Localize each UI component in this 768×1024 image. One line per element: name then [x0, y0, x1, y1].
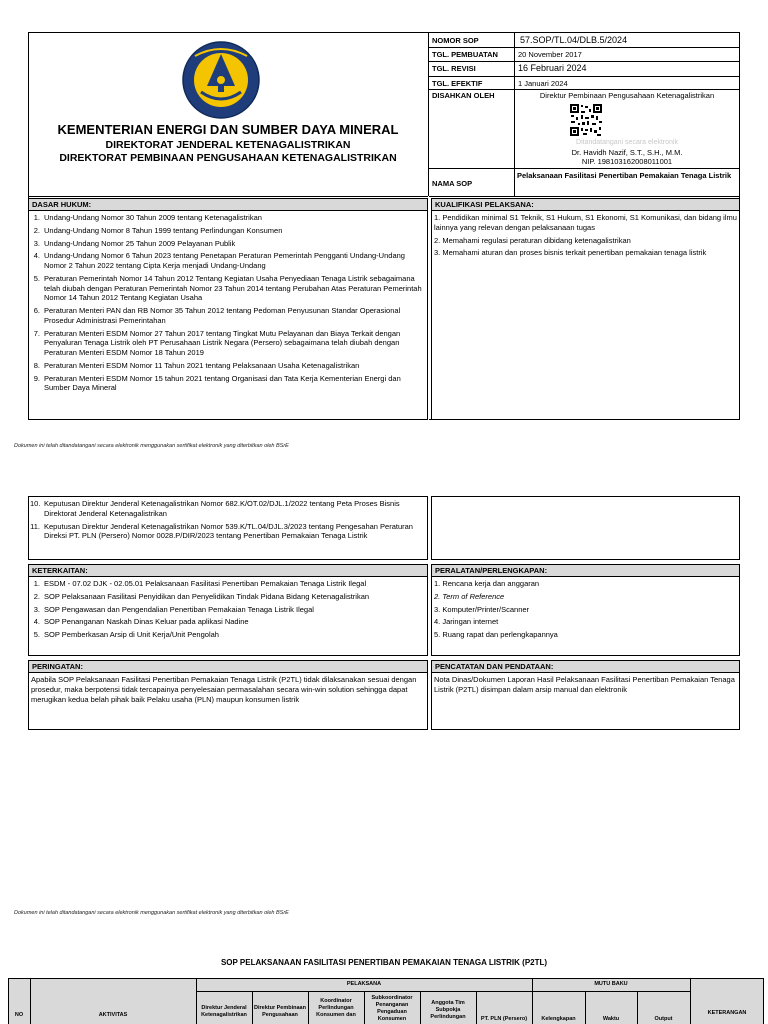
esign-footer-note-2: Dokumen ini telah ditandatangani secara elektronik menggunakan sertifikat elektronik yang diterbitkan oleh BSrE — [14, 910, 289, 916]
item-number: 7. — [33, 328, 40, 338]
col-direktur-jenderal: Direktur Jenderal Ketenagalistrikan — [201, 1005, 247, 1018]
list-item — [30, 374, 422, 394]
item-number: 8. — [33, 360, 40, 370]
item-number: 10. — [30, 499, 41, 508]
tgl-revisi-value: 16 Februari 2024 — [518, 63, 587, 73]
col-mutu-baku: MUTU BAKU — [594, 981, 628, 987]
flow-col — [420, 991, 421, 1024]
keterkaitan-list — [30, 579, 426, 643]
kualifikasi-header: KUALIFIKASI PELAKSANA: — [431, 198, 740, 211]
tgl-efektif-value: 1 Januari 2024 — [518, 79, 568, 88]
item-text: Peraturan Menteri ESDM Nomor 15 tahun 2021 tentang Organisasi dan Tata Kerja Kementerian Energi dan Sumber Daya Mineral — [44, 373, 401, 393]
tgl-pembuatan-value: 20 November 2017 — [518, 50, 582, 59]
flow-col — [252, 991, 253, 1024]
list-item — [30, 592, 426, 602]
info-row-line — [428, 47, 740, 48]
item-text: Undang-Undang Nomor 30 Tahun 2009 tentang Ketenagalistrikan — [44, 213, 262, 222]
item-text: SOP Penanganan Naskah Dinas Keluar pada aplikasi Nadine — [44, 617, 249, 627]
col-pln: PT. PLN (Persero) — [480, 1016, 528, 1022]
nomor-sop-label: NOMOR SOP — [432, 36, 479, 45]
list-item — [30, 226, 422, 236]
info-row-line — [428, 89, 740, 90]
item-number: 4. — [33, 251, 40, 261]
page2-right-top-box — [431, 496, 740, 560]
keterkaitan-header: KETERKAITAN: — [28, 564, 428, 577]
item-text: SOP Pemberkasan Arsip di Unit Kerja/Unit Pengolah — [44, 630, 219, 639]
list-item — [30, 605, 426, 615]
info-row-line — [428, 168, 740, 169]
flow-table-title: SOP PELAKSANAAN FASILITASI PENERTIBAN PEMAKAIAN TENAGA LISTRIK (P2TL) — [220, 958, 548, 967]
col-anggota-tim: Anggota Tim Subpokja Perlindungan — [430, 1000, 466, 1020]
item-text: Peraturan Menteri ESDM Nomor 27 Tahun 2017 tentang Tingkat Mutu Pelayanan dan Biaya Terkait dengan Penyaluran Tenaga Listrik oleh PT Perusahaan Listrik Negara (Persero) sebagaimana telah diubah dengan Peraturan Menteri ESDM Nomor 18 Tahun 2019 — [44, 328, 401, 357]
item-text: Undang-Undang Nomor 25 Tahun 2009 Pelayanan Publik — [44, 238, 236, 248]
list-item: 1. Pendidikan minimal S1 Teknik, S1 Hukum, S1 Ekonomi, S1 Komunikasi, dan bidang ilmu lainnya yang relevan dengan pelaksanaan tugas — [434, 213, 737, 232]
list-item: 3. Komputer/Printer/Scanner — [434, 604, 530, 614]
item-text: Peraturan Menteri PAN dan RB Nomor 35 Tahun 2012 tentang Pedoman Penyusunan Standar Operasional Prosedur Administrasi Pemerintahan — [44, 306, 401, 325]
list-item: 4. Jaringan internet — [434, 617, 499, 627]
item-number: 5. — [33, 273, 40, 283]
col-output: Output — [654, 1016, 673, 1022]
list-item: 3. Memahami aturan dan proses bisnis terkait penertiban pemakaian tenaga listrik — [434, 248, 707, 258]
nama-sop-label: NAMA SOP — [432, 179, 473, 188]
list-item — [30, 213, 422, 223]
directorate-general-title: DIREKTORAT JENDERAL KETENAGALISTRIKAN — [105, 139, 351, 151]
item-number: 4. — [33, 617, 40, 627]
item-number: 2. — [33, 225, 40, 235]
nama-sop-value: Pelaksanaan Fasilitasi Penertiban Pemakaian Tenaga Listrik — [517, 171, 732, 180]
col-direktur-pembinaan: Direktur Pembinaan Pengusahaan — [254, 1005, 306, 1018]
flow-subheader-line — [196, 991, 690, 992]
signer-name: Dr. Havidh Nazif, S.T., S.H., M.M. — [571, 148, 683, 157]
item-number: 11. — [30, 521, 40, 531]
item-number: 9. — [33, 373, 40, 383]
ministry-title: KEMENTERIAN ENERGI DAN SUMBER DAYA MINERAL — [57, 122, 399, 137]
kualifikasi-list — [434, 213, 738, 261]
list-item — [30, 306, 422, 326]
list-item: 5. Ruang rapat dan perlengkapannya — [434, 630, 558, 639]
item-number: 3. — [33, 604, 40, 614]
col-koordinator: Koordinator Perlindungan Konsumen dan — [316, 998, 356, 1018]
pencatatan-header: PENCATATAN DAN PENDATAAN: — [431, 660, 740, 673]
item-text: Undang-Undang Nomor 6 Tahun 2023 tentang Penetapan Peraturan Pemerintah Pengganti Undang-Undang Nomor 2 Tahun 2022 tentang Cipta Kerja menjadi Undang-Undang — [44, 251, 405, 270]
item-text: Peraturan Menteri ESDM Nomor 11 Tahun 2021 tentang Pelaksanaan Usaha Ketenagalistrikan — [44, 360, 360, 370]
ministry-emblem — [177, 40, 265, 120]
item-number: 6. — [33, 306, 40, 315]
list-item — [30, 329, 422, 358]
dasar-hukum-list — [30, 213, 422, 396]
item-text: Undang-Undang Nomor 8 Tahun 1999 tentang Perlindungan Konsumen — [44, 225, 283, 235]
col-keterangan: KETERANGAN — [707, 1010, 747, 1016]
col-waktu: Waktu — [602, 1016, 620, 1022]
item-number: 1. — [33, 579, 40, 588]
list-item — [30, 579, 426, 589]
item-text: Keputusan Direktur Jenderal Ketenagalistrikan Nomor 539.K/TL.04/DJL.3/2023 tentang Pengesahan Peraturan Direksi PT. PLN (Persero) Nomor 0028.P/DIR/2023 tentang Penertiban Pemakaian Tenaga Listrik — [44, 521, 413, 541]
item-number: 2. — [33, 591, 40, 601]
flow-col — [308, 991, 309, 1024]
item-number: 3. — [33, 238, 40, 248]
col-no: NO — [14, 1012, 24, 1018]
col-pelaksana: PELAKSANA — [346, 981, 382, 987]
column-divider — [428, 196, 429, 420]
list-item — [30, 630, 426, 640]
info-row-line — [428, 61, 740, 62]
tgl-pembuatan-label: TGL. PEMBUATAN — [432, 50, 498, 59]
list-item — [30, 239, 422, 249]
peralatan-list — [434, 579, 738, 643]
qr-code — [569, 103, 603, 137]
esign-text: Ditandatangani secara elektronik — [576, 139, 678, 146]
pencatatan-box — [431, 660, 740, 730]
peringatan-header: PERINGATAN: — [28, 660, 428, 673]
list-item — [30, 617, 426, 627]
item-text: SOP Pengawasan dan Pengendalian Penertiban Pemakaian Tenaga Listrik Ilegal — [44, 604, 314, 614]
list-item: 2. Memahami regulasi peraturan dibidang ketenagalistrikan — [434, 235, 631, 245]
list-item — [30, 499, 422, 519]
info-row-line — [428, 76, 740, 77]
col-subkoordinator: Subkoordinator Penanganan Pengaduan Konsumen — [371, 995, 413, 1022]
esign-footer-note: Dokumen ini telah ditandatangani secara elektronik menggunakan sertifikat elektronik yang diterbitkan oleh BSrE — [14, 443, 289, 449]
col-kelengkapan: Kelengkapan — [541, 1016, 576, 1022]
item-number: 1. — [33, 213, 40, 222]
flow-col — [364, 991, 365, 1024]
item-text: Keputusan Direktur Jenderal Ketenagalistrikan Nomor 682.K/OT.02/DJL.1/2022 tentang Peta Proses Bisnis Direktorat Jenderal Ketenagalistrikan — [44, 499, 400, 518]
disahkan-title: Direktur Pembinaan Pengusahaan Ketenagalistrikan — [539, 91, 715, 100]
header-bottom-line — [28, 196, 740, 197]
peralatan-header: PERALATAN/PERLENGKAPAN: — [431, 564, 740, 577]
disahkan-oleh-label: DISAHKAN OLEH — [432, 91, 495, 100]
dasar-hukum-header: DASAR HUKUM: — [28, 198, 428, 211]
header-divider — [428, 32, 429, 196]
nomor-sop-value: 57.SOP/TL.04/DLB.5/2024 — [520, 35, 628, 45]
flow-col — [690, 978, 691, 1024]
tgl-efektif-label: TGL. EFEKTIF — [432, 79, 483, 88]
tgl-revisi-label: TGL. REVISI — [432, 64, 476, 73]
item-number: 5. — [33, 630, 40, 639]
list-item — [30, 274, 422, 303]
dasar-hukum-list-continued — [30, 499, 422, 544]
list-item — [30, 251, 422, 271]
pencatatan-text: Nota Dinas/Dokumen Laporan Hasil Pelaksanaan Fasilitasi Penertiban Pemakaian Tenaga Listrik (P2TL) disimpan dalam arsip manual dan elektronik — [434, 675, 735, 694]
item-text: Peraturan Pemerintah Nomor 14 Tahun 2012 Tentang Kegiatan Usaha Penyediaan Tenaga Listrik sebagaimana telah diubah dengan Peraturan Pemerintah Nomor 23 Tahun 2014 tentang Perubahan Atas Peraturan Pemerintah Nomor 14 Tahun 2012 Tentang Kegiatan Usaha — [44, 273, 422, 303]
info-label-divider — [514, 32, 515, 196]
peringatan-text: Apabila SOP Pelaksanaan Fasilitasi Penertiban Pemakaian Tenaga Listrik (P2TL) tidak dilaksanakan sesuai dengan prosedur, maka berpotensi tidak tercapainya penyelesaian permasalahan secara win-win solution sehingga dapat merugikan kedua belah pihak baik Pelaku usaha (PLN) maupun konsumen listrik — [31, 675, 417, 704]
list-item — [30, 361, 422, 371]
list-item — [30, 522, 422, 542]
directorate-title: DIREKTORAT PEMBINAAN PENGUSAHAAN KETENAGALISTRIKAN — [59, 152, 397, 164]
item-text: SOP Pelaksanaan Fasilitasi Penyidikan dan Penyelidikan Tindak Pidana Bidang Ketenagalistrikan — [44, 591, 370, 601]
list-item: 2. Term of Reference — [434, 591, 505, 601]
col-aktivitas: AKTIVITAS — [98, 1012, 128, 1018]
signer-nip: NIP. 198103162008011001 — [581, 157, 673, 166]
item-text: ESDM - 07.02 DJK - 02.05.01 Pelaksanaan Fasilitasi Penertiban Pemakaian Tenaga Listrik Ilegal — [44, 579, 367, 588]
list-item: 1. Rencana kerja dan anggaran — [434, 579, 540, 588]
